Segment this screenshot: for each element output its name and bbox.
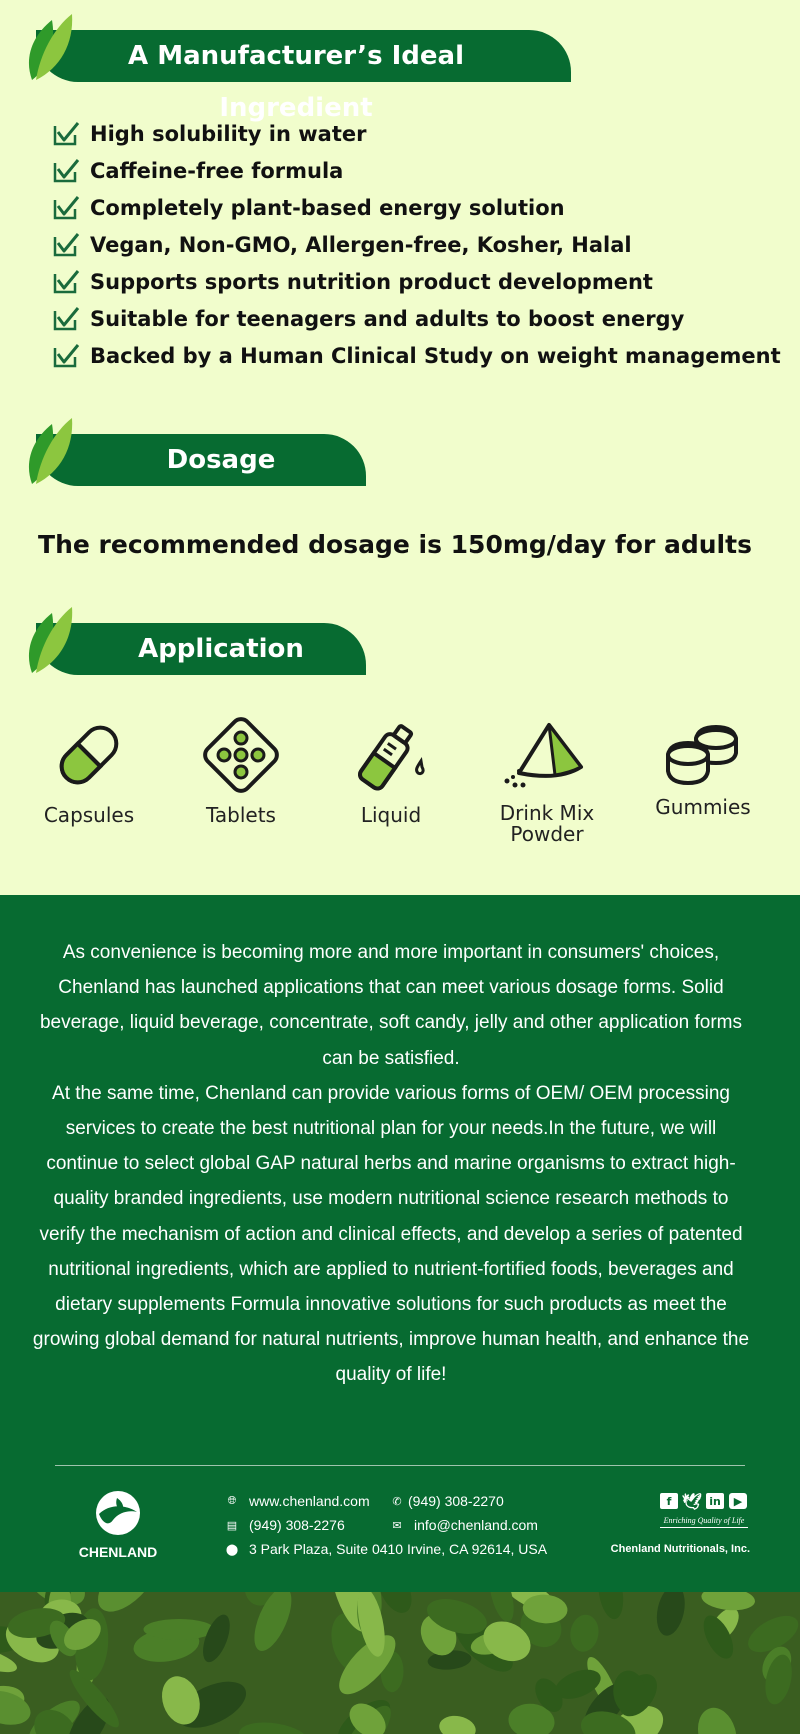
application-liquid <box>316 715 466 826</box>
fax-icon: ▤ <box>226 1519 238 1532</box>
leaf-icon <box>26 414 74 486</box>
application-title: Application <box>138 634 304 664</box>
application-tablets <box>166 715 316 826</box>
footer-divider <box>55 1465 745 1466</box>
twitter-icon[interactable]: 🕊︎ <box>681 1491 703 1511</box>
benefit-item <box>52 337 781 374</box>
application-label: Gummies <box>655 795 751 819</box>
phone-icon: ✆ <box>392 1495 402 1508</box>
ingredient-title: A Manufacturer’s Ideal Ingredient <box>128 41 464 123</box>
phone-text: (949) 308-2270 <box>408 1493 504 1509</box>
benefit-text: Caffeine-free formula <box>90 158 344 183</box>
application-label: Tablets <box>206 803 276 827</box>
benefit-item <box>52 189 781 226</box>
liquid-bottle-icon <box>351 715 431 795</box>
description-panel <box>0 895 800 1592</box>
dosage-title: Dosage <box>166 445 276 475</box>
leaf-shape <box>437 1713 478 1734</box>
application-capsules <box>14 715 164 826</box>
leaves-image <box>0 1592 800 1734</box>
leaf-shape <box>568 1613 601 1654</box>
leaf-shape <box>692 1703 742 1734</box>
capsule-icon <box>49 715 129 795</box>
address-info <box>225 1541 547 1557</box>
dosage-banner <box>26 426 366 482</box>
leaf-shape <box>653 1592 689 1638</box>
linkedin-icon[interactable]: in <box>706 1493 724 1509</box>
leaves-photo <box>0 1592 800 1734</box>
application-label: Liquid <box>360 803 422 827</box>
facebook-icon[interactable]: f <box>660 1493 678 1509</box>
description-text <box>30 935 752 1393</box>
leaf-shape <box>144 1619 215 1640</box>
benefit-text: Backed by a Human Clinical Study on weight management <box>90 343 781 368</box>
tagline: Enriching Quality of Life <box>660 1516 748 1528</box>
checkbox-check-icon <box>52 121 80 147</box>
benefit-text: Supports sports nutrition product development <box>90 269 653 294</box>
fax-text: (949) 308-2276 <box>249 1517 345 1533</box>
chenland-logo[interactable] <box>68 1490 168 1560</box>
location-pin-icon: ⬤ <box>225 1543 239 1556</box>
checkbox-check-icon <box>52 158 80 184</box>
leaf-shape <box>700 1592 756 1613</box>
benefits-list <box>52 115 781 374</box>
checkbox-check-icon <box>52 306 80 332</box>
checkbox-check-icon <box>52 195 80 221</box>
benefit-item <box>52 226 781 263</box>
youtube-icon[interactable]: ▶ <box>729 1493 747 1509</box>
description-paragraph: At the same time, Chenland can provide various forms of OEM/ OEM processing services to create the best nutritional plan for your needs.In the future, we will continue to select global GAP natural herbs and marine organisms to extract high-quality branded ingredients, use modern nutritional science research methods to verify the mechanism of action and clinical effects, and develop a series of patented nutritional ingredients, which are applied to nutrient-fortified foods, beverages and dietary supplements Formula innovative solutions for such products as meet the growing global demand for natural nutrients, improve human health, and enhance the quality of life! <box>32 1082 750 1386</box>
dosage-recommendation: The recommended dosage is 150mg/day for adults <box>38 530 752 559</box>
website-link[interactable] <box>225 1493 370 1509</box>
application-gummies <box>628 715 778 818</box>
benefit-item <box>52 263 781 300</box>
benefit-text: Vegan, Non-GMO, Allergen-free, Kosher, Halal <box>90 232 632 257</box>
benefit-text: Completely plant-based energy solution <box>90 195 565 220</box>
application-banner <box>26 615 366 671</box>
benefit-text: Suitable for teenagers and adults to boost energy <box>90 306 685 331</box>
company-name: Chenland Nutritionals, Inc. <box>610 1543 750 1555</box>
tablets-icon <box>201 715 281 795</box>
website-text: www.chenland.com <box>249 1493 370 1509</box>
ingredient-banner <box>26 22 571 123</box>
checkbox-check-icon <box>52 232 80 258</box>
gummies-icon <box>658 715 748 791</box>
application-forms <box>0 715 800 860</box>
fax-info <box>225 1517 345 1533</box>
benefit-item <box>52 300 781 337</box>
email-link[interactable] <box>390 1517 538 1533</box>
benefit-item <box>52 115 781 152</box>
application-label: Capsules <box>43 803 135 827</box>
social-links <box>660 1493 747 1509</box>
description-paragraph: As convenience is becoming more and more important in consumers' choices, Chenland has launched applications that can meet various dosage forms. Solid beverage, liquid beverage, concentrate, soft candy, jelly and other application forms can be satisfied. <box>39 942 742 1069</box>
globe-icon: 🌐︎ <box>227 1494 237 1507</box>
chenland-logo-mark <box>95 1490 141 1536</box>
checkbox-check-icon <box>52 269 80 295</box>
leaf-shape <box>237 1718 313 1734</box>
leaf-icon <box>26 603 74 675</box>
mail-icon: ✉ <box>392 1519 402 1532</box>
checkbox-check-icon <box>52 343 80 369</box>
powder-icon <box>499 715 595 795</box>
benefit-item <box>52 152 781 189</box>
phone-link[interactable] <box>390 1493 504 1509</box>
benefit-text: High solubility in water <box>90 121 367 146</box>
logo-text: CHENLAND <box>78 1544 158 1560</box>
application-drink-mix <box>472 715 622 845</box>
address-text: 3 Park Plaza, Suite 0410 Irvine, CA 92614, USA <box>249 1541 548 1557</box>
leaf-shape <box>198 1611 236 1665</box>
application-label: Drink Mix Powder <box>499 801 595 846</box>
email-text: info@chenland.com <box>414 1517 538 1533</box>
leaf-icon <box>26 10 74 82</box>
leaf-shape <box>595 1592 627 1621</box>
